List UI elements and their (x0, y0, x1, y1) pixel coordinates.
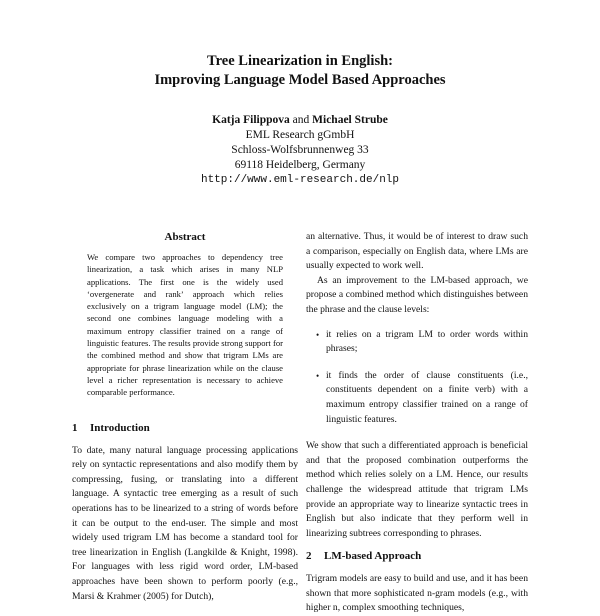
intro-paragraph: To date, many natural language processing applications rely on syntactic representations and also modify them by compressing, fusing, or translating into a different language. A syntactic tree emerging as a result of such operations has to be linearized to a string of words before it can be output to the end-user. The simple and most widely used trigram LM has become a standard tool for tree linearization in English (Langkilde & Knight, 1998). For languages with less rigid word order, LM-based approaches have been shown to perform poorly (e.g., Marsi & Krahmer (2005) for Dutch), (72, 444, 298, 602)
affiliation: EML Research gGmbH (245, 129, 355, 141)
section-1-number: 1 (72, 421, 78, 434)
section-2-number: 2 (306, 550, 312, 563)
abstract-heading: Abstract (164, 231, 206, 243)
author-names (0, 113, 600, 128)
title-line-2: Improving Language Model Based Approaches (154, 72, 446, 88)
paper-title (0, 52, 600, 90)
section-2-paragraph: Trigram models are easy to build and use, and it has been shown that more sophisticated n-gram models (e.g., with higher n, complex smoothing techniques, (306, 573, 528, 614)
bullet-text: it relies on a trigram LM to order words within phrases; (326, 328, 528, 355)
bullet-item (306, 369, 528, 427)
city-address: 69118 Heidelberg, Germany (234, 159, 366, 171)
bullet-list (306, 328, 528, 428)
abstract-text: We compare two approaches to dependency tree linearization, a task which arises in many NLP applications. The first one is the widely used ‘overgenerate and rank’ approach which relies exclusively on a trigram language model (LM); the second one combines language modeling with a maximum entropy classifier trained on a range of linguistic features. The results provide strong support for the combined method and show that trigram LMs are appropriate for phrase linearization while on the clause level a richer representation is necessary to achieve comparable performance. (87, 252, 283, 398)
author-1: Katja Filippova (212, 114, 290, 126)
title-line-1: Tree Linearization in English: (207, 53, 393, 69)
section-2-title: LM-based Approach (324, 550, 422, 563)
author-block (0, 113, 600, 188)
bullet-item (306, 328, 528, 357)
author-2: Michael Strube (312, 114, 388, 126)
right-paragraph-3: We show that such a differentiated approach is beneficial and that the proposed combination outperforms the method which relies solely on a LM. Hence, our results challenge the widespread attitude that trigram LMs provide an appropriate way to linearize syntactic trees in English but also indicate that they perform well in linearizing subtrees corresponding to phrases. (306, 440, 528, 539)
section-2-heading (306, 549, 528, 563)
street-address: Schloss-Wolfsbrunnenweg 33 (231, 144, 369, 156)
right-paragraph-2: As an improvement to the LM-based approach, we propose a combined method which distinguishes between the phrase and the clause levels: (306, 274, 528, 315)
section-1-heading (72, 421, 298, 435)
section-1-title: Introduction (90, 421, 150, 434)
right-paragraph-1: an alternative. Thus, it would be of interest to draw such a comparison, especially on English data, where LMs are usually expected to work well. (306, 231, 528, 272)
bullet-icon: • (316, 329, 320, 340)
bullet-text: it finds the order of clause constituents (i.e., constituents dependent on a finite verb) with a maximum entropy classifier trained on a range of linguistic features. (326, 369, 528, 425)
author-url: http://www.eml-research.de/nlp (200, 174, 400, 186)
left-column (72, 230, 298, 604)
author-conjunction: and (292, 114, 310, 126)
bullet-icon: • (316, 370, 320, 381)
right-column (306, 230, 528, 616)
